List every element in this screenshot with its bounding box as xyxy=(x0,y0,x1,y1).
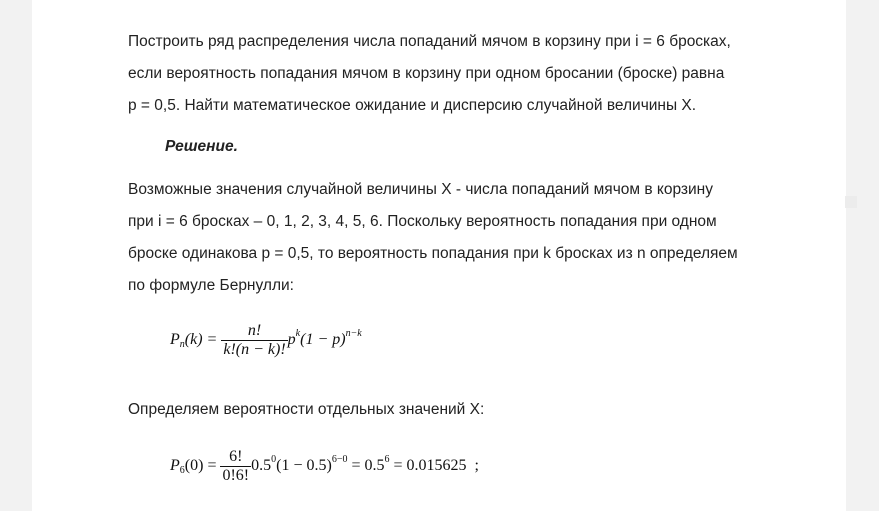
p0-formula: $P_6(0)$ = $\frac{6!}{0!6!}$ $0.5^0(1 - 0.5)^{6-0} = 0.5^6 = 0.015625$ ; xyxy=(170,448,479,484)
solution-line-2: при i = 6 бросках – 0, 1, 2, 3, 4, 5, 6. Поскольку вероятность попадания при одном xyxy=(128,213,717,230)
bernoulli-fraction: $\frac{n!}{k!(n - k)!}$ xyxy=(223,322,286,358)
bernoulli-formula: $P_n(k)$ = $\frac{n!}{k!(n - k)!}$ $p^k(1 - p)^{n-k}$ xyxy=(170,322,362,358)
problem-line-2: если вероятность попадания мячом в корзину при одном бросании (броске) равна xyxy=(128,65,725,82)
solution-heading: Решение. xyxy=(165,138,238,155)
solution-line-3: броске одинакова p = 0,5, то вероятность попадания при k бросках из n определяем xyxy=(128,245,738,262)
problem-line-1: Построить ряд распределения числа попаданий мячом в корзину при i = 6 бросках, xyxy=(128,33,731,50)
determine-text: Определяем вероятности отдельных значений X: xyxy=(128,401,485,418)
scrollbar-marker[interactable] xyxy=(845,196,857,208)
solution-line-1: Возможные значения случайной величины X - числа попаданий мячом в корзину xyxy=(128,181,713,198)
problem-line-3: p = 0,5. Найти математическое ожидание и дисперсию случайной величины X. xyxy=(128,97,697,114)
solution-line-4: по формуле Бернулли: xyxy=(128,277,294,294)
p0-fraction: $\frac{6!}{0!6!}$ xyxy=(222,448,250,484)
